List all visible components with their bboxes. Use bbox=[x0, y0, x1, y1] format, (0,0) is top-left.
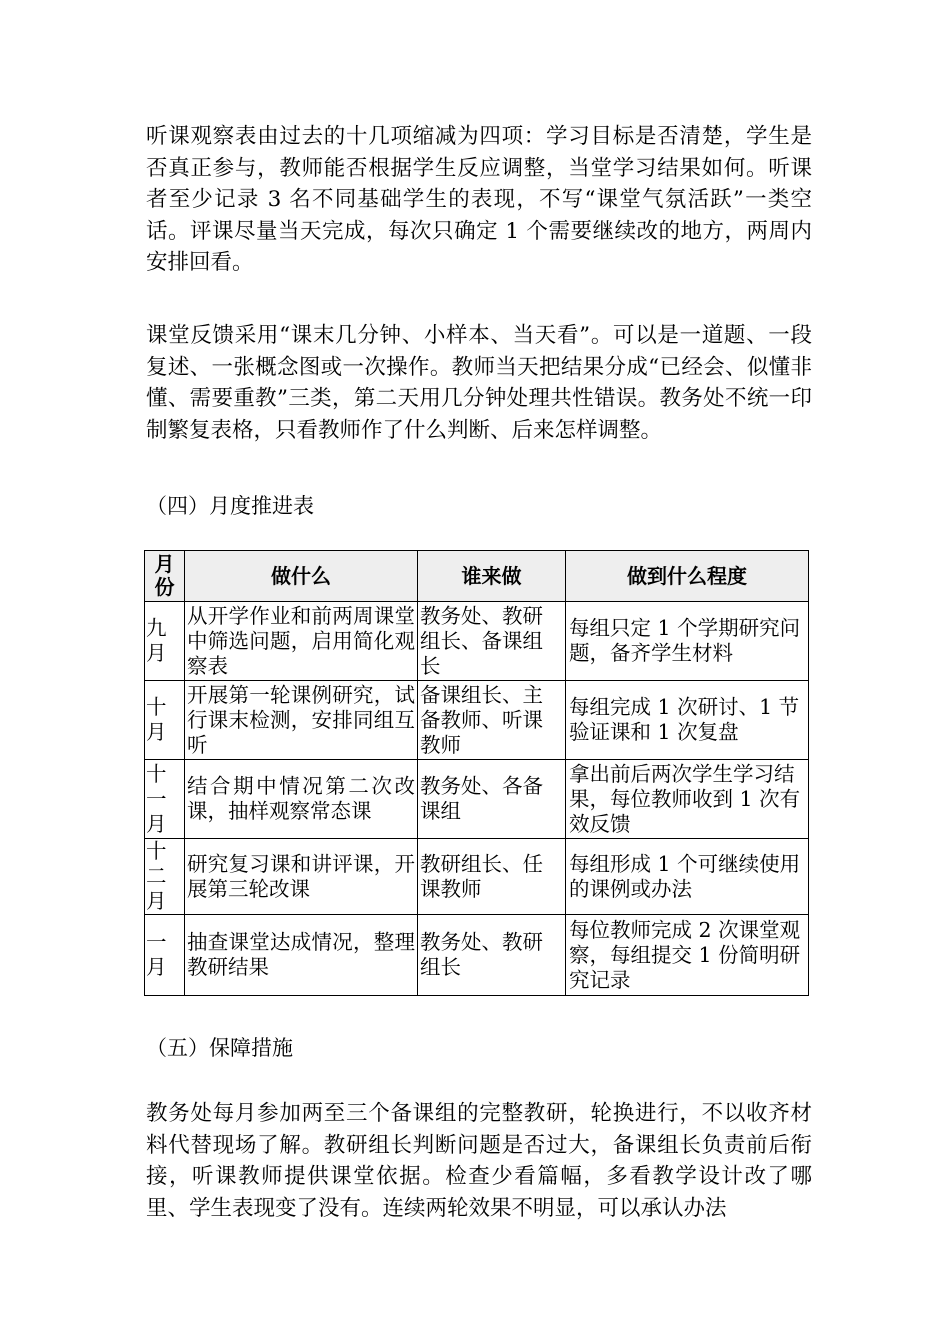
cell-degree: 每位教师完成 2 次课堂观察，每组提交 1 份简明研究记录 bbox=[566, 915, 809, 996]
cell-who: 教务处、教研组长 bbox=[418, 915, 566, 996]
section-heading-monthly-plan: （四）月度推进表 bbox=[146, 494, 314, 518]
cell-who: 教务处、教研组长、备课组长 bbox=[418, 602, 566, 681]
header-what: 做什么 bbox=[185, 551, 418, 602]
cell-degree: 每组形成 1 个可继续使用的课例或办法 bbox=[566, 839, 809, 915]
cell-what: 研究复习课和讲评课，开展第三轮改课 bbox=[185, 839, 418, 915]
paragraph-observation: 听课观察表由过去的十几项缩减为四项：学习目标是否清楚，学生是否真正参与，教师能否根据学生反应调整，当堂学习结果如何。听课者至少记录 3 名不同基础学生的表现，不写“课堂气氛活跃”一类空话。评课尽量当天完成，每次只确定 1 个需要继续改的地方，两周内安排回看。 bbox=[146, 124, 812, 275]
cell-month: 十月 bbox=[145, 681, 185, 760]
cell-month: 十二月 bbox=[145, 839, 185, 915]
header-month: 月份 bbox=[145, 551, 185, 602]
cell-month: 十一月 bbox=[145, 760, 185, 839]
monthly-plan-table bbox=[144, 550, 809, 996]
cell-month: 九月 bbox=[145, 602, 185, 681]
cell-what: 开展第一轮课例研究，试行课末检测，安排同组互听 bbox=[185, 681, 418, 760]
table-header-row bbox=[145, 551, 809, 602]
cell-degree: 拿出前后两次学生学习结果，每位教师收到 1 次有效反馈 bbox=[566, 760, 809, 839]
paragraph-guarantee: 教务处每月参加两至三个备课组的完整教研，轮换进行，不以收齐材料代替现场了解。教研组长判断问题是否过大，备课组长负责前后衔接，听课教师提供课堂依据。检查少看篇幅，多看教学设计改了哪里、学生表现变了没有。连续两轮效果不明显，可以承认办法 bbox=[146, 1101, 812, 1221]
header-who: 谁来做 bbox=[418, 551, 566, 602]
table-row bbox=[145, 602, 809, 681]
table-row bbox=[145, 839, 809, 915]
table-row bbox=[145, 760, 809, 839]
cell-who: 教研组长、任课教师 bbox=[418, 839, 566, 915]
table-row bbox=[145, 915, 809, 996]
header-degree: 做到什么程度 bbox=[566, 551, 809, 602]
cell-what: 抽查课堂达成情况，整理教研结果 bbox=[185, 915, 418, 996]
table-row bbox=[145, 681, 809, 760]
cell-what: 结合期中情况第二次改课，抽样观察常态课 bbox=[185, 760, 418, 839]
cell-degree: 每组只定 1 个学期研究问题，备齐学生材料 bbox=[566, 602, 809, 681]
cell-who: 备课组长、主备教师、听课教师 bbox=[418, 681, 566, 760]
section-heading-measures: （五）保障措施 bbox=[146, 1036, 293, 1060]
paragraph-feedback: 课堂反馈采用“课末几分钟、小样本、当天看”。可以是一道题、一段复述、一张概念图或一次操作。教师当天把结果分成“已经会、似懂非懂、需要重教”三类，第二天用几分钟处理共性错误。教务处不统一印制繁复表格，只看教师作了什么判断、后来怎样调整。 bbox=[146, 323, 812, 443]
cell-who: 教务处、各备课组 bbox=[418, 760, 566, 839]
cell-degree: 每组完成 1 次研讨、1 节验证课和 1 次复盘 bbox=[566, 681, 809, 760]
cell-month: 一月 bbox=[145, 915, 185, 996]
cell-what: 从开学作业和前两周课堂中筛选问题，启用简化观察表 bbox=[185, 602, 418, 681]
